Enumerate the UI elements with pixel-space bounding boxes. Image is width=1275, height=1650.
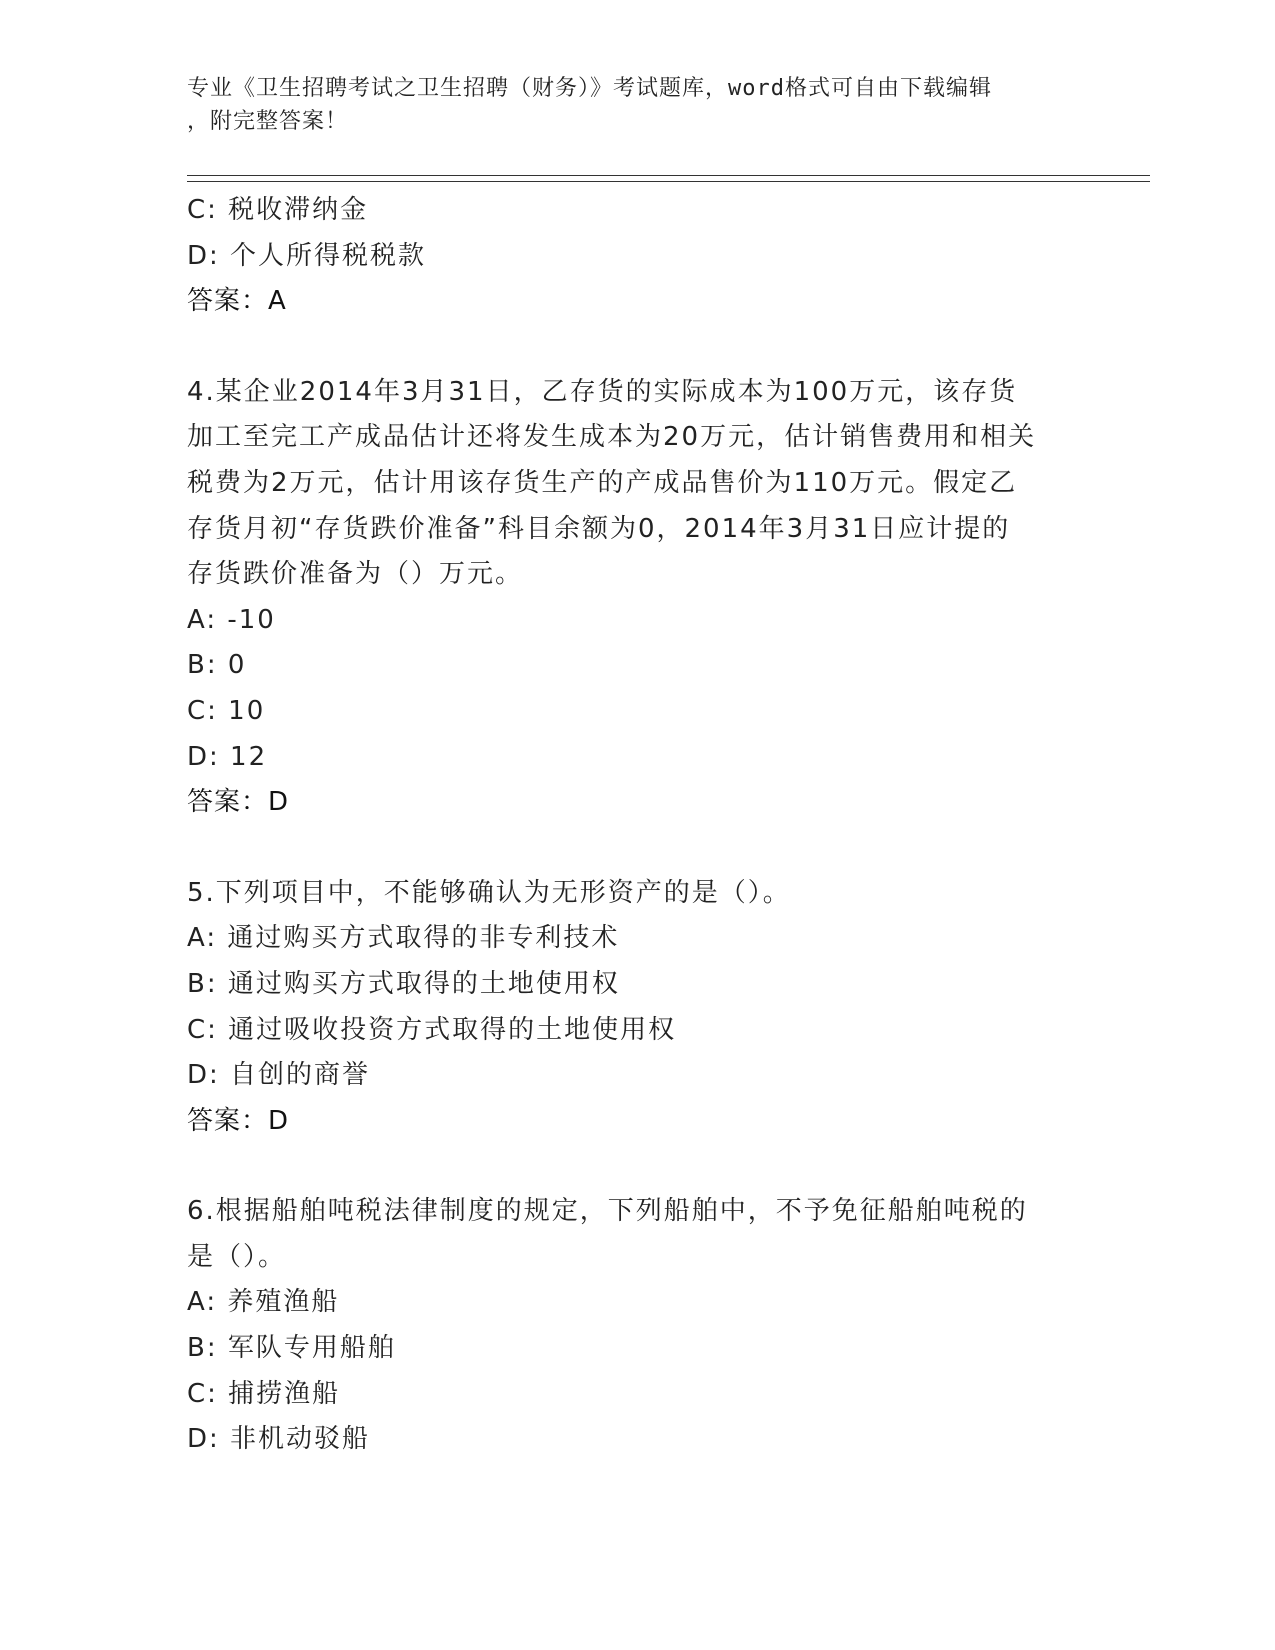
- spacer: [187, 1144, 1087, 1189]
- q3-answer: 答案：A: [187, 286, 287, 317]
- q6-stem-line: 是（）。: [187, 1241, 287, 1272]
- header-divider-top: [187, 175, 1150, 176]
- q6-option-a: A: 养殖渔船: [187, 1287, 340, 1318]
- header-divider-bottom: [187, 181, 1150, 182]
- q4-stem-line: 税费为2万元，估计用该存货生产的产成品售价为110万元。假定乙: [187, 467, 1018, 498]
- q4-stem-line: 4.某企业2014年3月31日，乙存货的实际成本为100万元，该存货: [187, 376, 1018, 407]
- header-line-2: ，附完整答案！: [187, 109, 349, 134]
- question-6: [187, 1189, 1087, 1463]
- q4-option-b: B: 0: [187, 650, 247, 681]
- q5-option-a: A: 通过购买方式取得的非专利技术: [187, 923, 620, 954]
- q4-stem-line: 存货月初“存货跌价准备”科目余额为0，2014年3月31日应计提的: [187, 513, 1011, 544]
- document-header: [187, 72, 1067, 138]
- spacer: [187, 826, 1087, 871]
- q4-option-d: D: 12: [187, 741, 268, 772]
- q4-stem-line: 加工至完工产成品估计还将发生成本为20万元，估计销售费用和相关: [187, 422, 1037, 453]
- question-4: [187, 370, 1087, 826]
- q4-answer: 答案：D: [187, 787, 290, 818]
- q6-stem-line: 6.根据船舶吨税法律制度的规定，下列船舶中，不予免征船舶吨税的: [187, 1196, 1028, 1227]
- q4-option-a: A: -10: [187, 604, 276, 635]
- document-body: [187, 188, 1087, 1463]
- question-3: [187, 188, 1087, 325]
- q5-option-b: B: 通过购买方式取得的土地使用权: [187, 968, 620, 999]
- q3-option-d: D: 个人所得税税款: [187, 240, 427, 271]
- q4-stem-line: 存货跌价准备为（）万元。: [187, 559, 524, 590]
- header-line-1: 专业《卫生招聘考试之卫生招聘（财务）》考试题库，word格式可自由下载编辑: [187, 76, 992, 101]
- q6-option-b: B: 军队专用船舶: [187, 1333, 396, 1364]
- spacer: [187, 325, 1087, 370]
- q5-answer: 答案：D: [187, 1105, 290, 1136]
- q5-option-c: C: 通过吸收投资方式取得的土地使用权: [187, 1014, 677, 1045]
- q5-stem: 5.下列项目中，不能够确认为无形资产的是（）。: [187, 877, 791, 908]
- q6-option-c: C: 捕捞渔船: [187, 1378, 341, 1409]
- q5-option-d: D: 自创的商誉: [187, 1060, 371, 1091]
- question-5: [187, 871, 1087, 1145]
- q3-option-c: C: 税收滞纳金: [187, 195, 369, 225]
- q4-option-c: C: 10: [187, 695, 266, 726]
- q6-option-d: D: 非机动驳船: [187, 1424, 371, 1455]
